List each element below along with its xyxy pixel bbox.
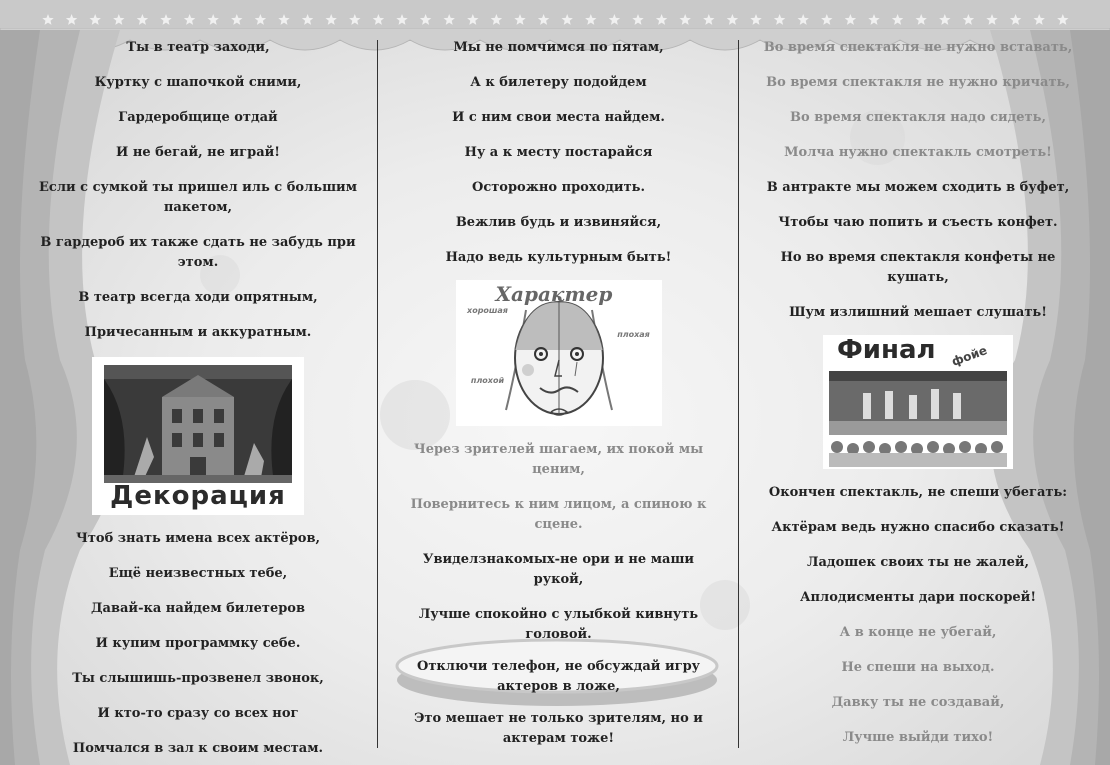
text-line: И не бегай, не играй! [116, 145, 280, 160]
text-line: Не спеши на выход. [841, 660, 995, 675]
text-line: Во время спектакля надо сидеть, [790, 110, 1046, 125]
star-icon [420, 14, 431, 25]
col2-poem-a [397, 38, 720, 268]
text-line: Повернитесь к ним лицом, а спиною к сцене. [410, 497, 707, 532]
text-line: В гардероб их также сдать не забудь при этом. [40, 235, 356, 270]
star-icon [349, 14, 360, 25]
column-1 [38, 38, 358, 759]
col1-poem-b [38, 529, 358, 759]
text-line: Мы не помчимся по пятам, [453, 40, 664, 55]
text-line: И кто-то сразу со всех ног [97, 706, 299, 721]
star-icon [1057, 14, 1068, 25]
star-icon [892, 14, 903, 25]
text-line: Чтоб знать имена всех актёров, [75, 531, 321, 546]
star-icon [160, 14, 171, 25]
text-line: Лучше выйди тихо! [842, 730, 994, 745]
star-icon [939, 14, 950, 25]
text-line: В антракте мы можем сходить в буфет, [766, 180, 1070, 195]
text-line: Осторожно проходить. [472, 180, 645, 195]
scenery-caption: Декорация [110, 481, 286, 511]
text-line: Вежлив будь и извиняйся, [455, 215, 662, 230]
text-line: Но во время спектакля конфеты не кушать, [780, 250, 1056, 285]
text-line: Ты в театр заходи, [126, 40, 270, 55]
star-icon [278, 14, 289, 25]
text-line: Во время спектакля не нужно кричать, [766, 75, 1070, 90]
star-icon [326, 14, 337, 25]
star-icon [656, 14, 667, 25]
text-line: Молча нужно спектакль смотреть! [784, 145, 1052, 160]
star-icon [986, 14, 997, 25]
text-line: Актёрам ведь нужно спасибо сказать! [771, 520, 1065, 535]
text-line: И купим программку себе. [95, 636, 301, 651]
star-icon [396, 14, 407, 25]
star-icon [963, 14, 974, 25]
star-icon [66, 14, 77, 25]
text-line: Если с сумкой ты пришел иль с большим пакетом, [39, 180, 357, 215]
star-icon [750, 14, 761, 25]
star-icon [90, 14, 101, 25]
star-icon [609, 14, 620, 25]
star-icon [1010, 14, 1021, 25]
col3-poem-a [760, 38, 1076, 323]
star-icon [727, 14, 738, 25]
star-icon [373, 14, 384, 25]
text-line: Ладошек своих ты не жалей, [806, 555, 1030, 570]
star-icon [113, 14, 124, 25]
finale-caption: Финал [837, 335, 936, 365]
text-line: Гардеробщице отдай [118, 110, 278, 125]
text-line: Отключи телефон, не обсуждай игру актеров в ложе, [417, 659, 700, 694]
text-line: Надо ведь культурным быть! [445, 250, 672, 265]
star-icon [302, 14, 313, 25]
star-icon [585, 14, 596, 25]
text-line: Во время спектакля не нужно вставать, [763, 40, 1073, 55]
col3-poem-b [760, 483, 1076, 748]
column-divider [738, 40, 739, 748]
text-line: В театр всегда ходи опрятным, [78, 290, 318, 305]
character-caption: Характер [495, 282, 613, 306]
star-icon [42, 14, 53, 25]
star-icon [798, 14, 809, 25]
star-icon [137, 14, 148, 25]
text-line: Ещё неизвестных тебе, [108, 566, 288, 581]
star-icon [538, 14, 549, 25]
finale-picture [823, 335, 1013, 469]
star-icon [444, 14, 455, 25]
text-line: Помчался в зал к своим местам. [72, 741, 324, 756]
star-icon [467, 14, 478, 25]
text-line: Чтобы чаю попить и съесть конфет. [778, 215, 1058, 230]
text-line: Окончен спектакль, не спеши убегать: [768, 485, 1068, 500]
text-line: Куртку с шапочкой сними, [94, 75, 302, 90]
text-line: Через зрителей шагаем, их покой мы ценим, [413, 442, 704, 477]
text-line: Давай-ка найдем билетеров [90, 601, 306, 616]
col1-poem-a [38, 38, 358, 343]
star-icon [703, 14, 714, 25]
text-line: А в конце не убегай, [839, 625, 997, 640]
text-line: Увиделзнакомых-не ори и не маши рукой, [422, 552, 695, 587]
text-line: Это мешает не только зрителям, но и актерам тоже! [414, 711, 703, 746]
star-icon [184, 14, 195, 25]
star-icon [680, 14, 691, 25]
character-word-bad-2: плохой [470, 376, 505, 385]
star-icon [868, 14, 879, 25]
star-icon [1034, 14, 1045, 25]
text-line: Ты слышишь-прозвенел звонок, [72, 671, 324, 686]
text-line: А к билетеру подойдем [470, 75, 647, 90]
star-icon [845, 14, 856, 25]
column-2 [397, 38, 720, 749]
star-icon [774, 14, 785, 25]
star-icon [514, 14, 525, 25]
column-divider [377, 40, 378, 748]
character-picture [456, 280, 662, 426]
col2-poem-b [397, 440, 720, 749]
star-row-decoration [40, 10, 1080, 30]
character-word-good: хорошая [467, 306, 508, 315]
star-icon [208, 14, 219, 25]
star-icon [491, 14, 502, 25]
text-line: Ну а к месту постарайся [464, 145, 653, 160]
column-3 [760, 38, 1076, 748]
finale-caption-small: фойе [949, 343, 989, 369]
text-line: Давку ты не создавай, [831, 695, 1005, 710]
scenery-picture [92, 357, 304, 515]
text-line: Аплодисменты дари поскорей! [799, 590, 1037, 605]
star-icon [916, 14, 927, 25]
text-line: И с ним свои места найдем. [452, 110, 665, 125]
text-line: Лучше спокойно с улыбкой кивнуть головой. [418, 607, 699, 642]
star-icon [255, 14, 266, 25]
text-line: Причесанным и аккуратным. [84, 325, 312, 340]
star-icon [821, 14, 832, 25]
text-line: Шум излишний мешает слушать! [789, 305, 1047, 320]
character-word-bad: плохая [617, 330, 650, 339]
star-icon [231, 14, 242, 25]
star-icon [562, 14, 573, 25]
star-icon [632, 14, 643, 25]
